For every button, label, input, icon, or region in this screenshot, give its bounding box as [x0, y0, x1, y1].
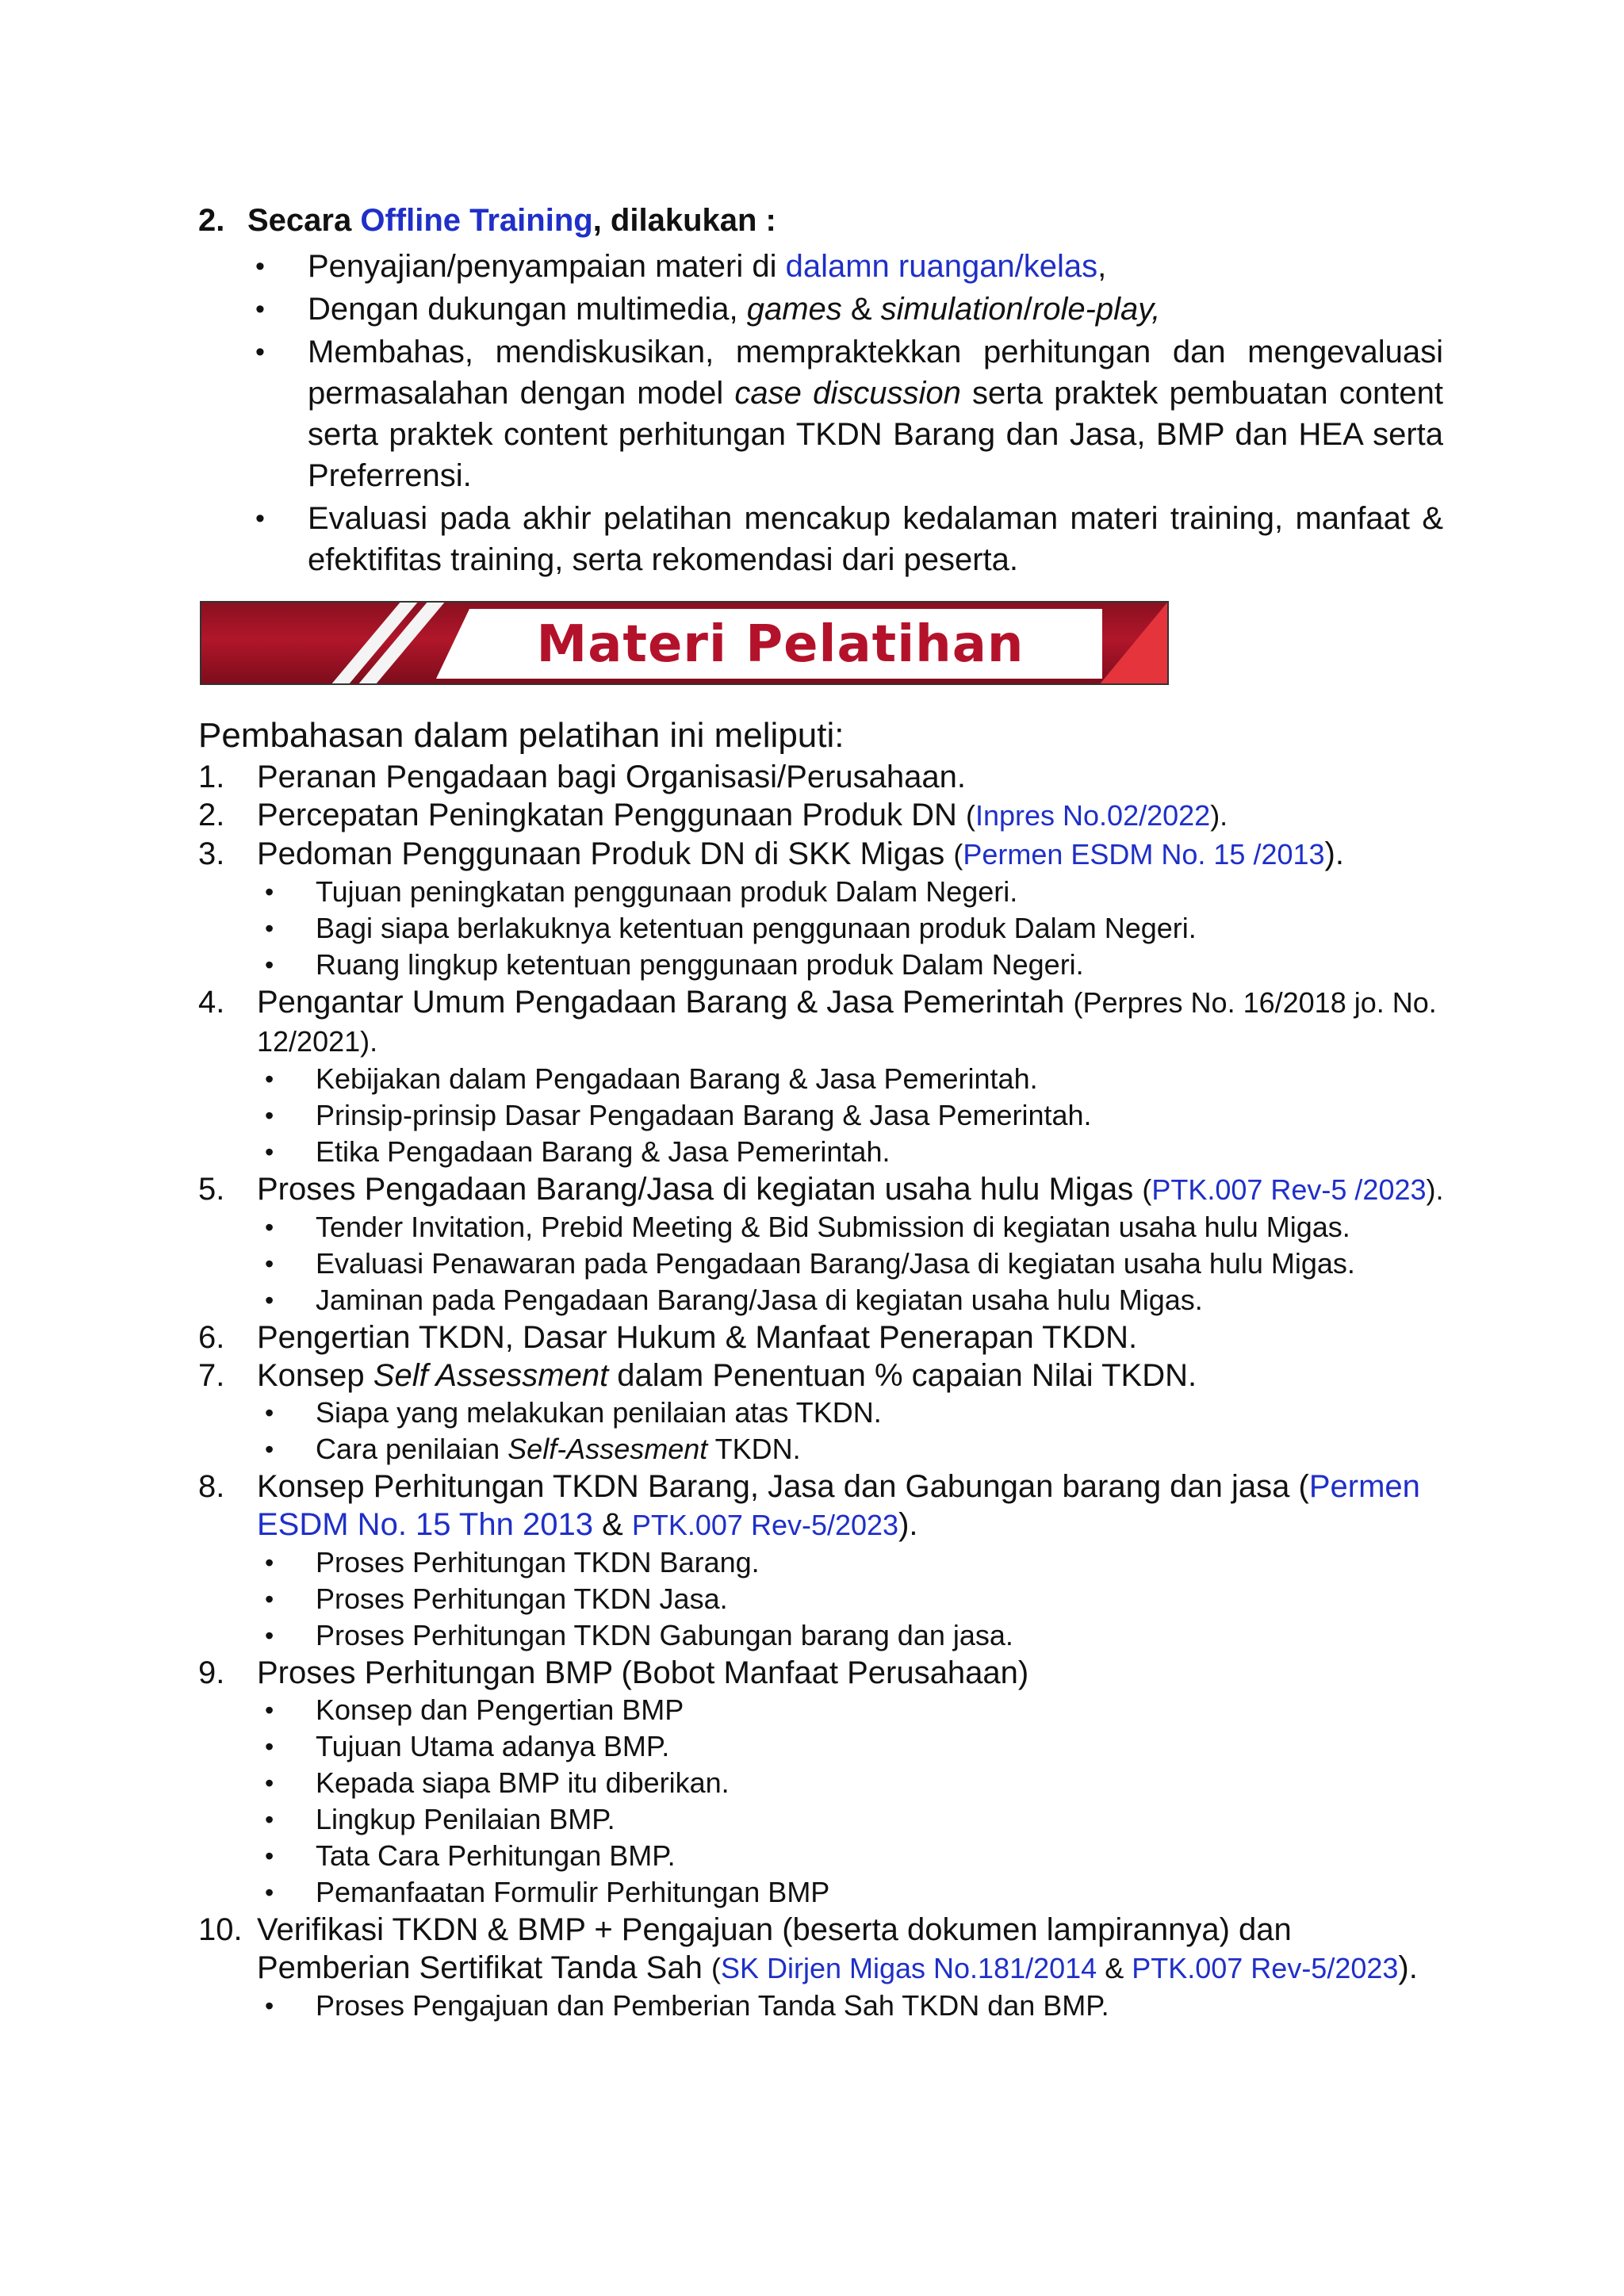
text-run: simulation: [880, 292, 1024, 327]
sub-item: [257, 1282, 1451, 1318]
text-run: /: [1023, 292, 1032, 327]
materi-item: [198, 1170, 1451, 1318]
text-run: Permen ESDM No. 15 /2013: [963, 838, 1325, 871]
item-title: [257, 798, 1228, 832]
item-number: 4.: [198, 985, 225, 1020]
text-run: Verifikasi TKDN & BMP + Pengajuan (beserta dokumen lampirannya) dan Pemberian Sertifikat Tanda Sah: [257, 1912, 1292, 1985]
text-run: Penyajian/penyampaian materi di: [308, 249, 786, 284]
sub-item-text: Tujuan peningkatan penggunaan produk Dalam Negeri.: [316, 875, 1018, 908]
banner-corner: [1099, 603, 1167, 685]
bullet-icon: •: [265, 1842, 274, 1870]
text-run: (: [1142, 1173, 1152, 1206]
sub-item-text: Jaminan pada Pengadaan Barang/Jasa di kegiatan usaha hulu Migas.: [316, 1284, 1203, 1316]
text-run: (Perpres No. 16/2018 jo. No. 12/2021).: [257, 986, 1437, 1058]
sub-item: [257, 1874, 1451, 1911]
sub-item-text: Kebijakan dalam Pengadaan Barang & Jasa Pemerintah.: [316, 1062, 1038, 1095]
text-run: PTK.007 Rev-5/2023: [1132, 1952, 1399, 1984]
text-run: Dengan dukungan multimedia,: [308, 292, 747, 327]
item-number: 1.: [198, 760, 225, 794]
materi-item: [198, 835, 1451, 983]
text-run: Percepatan Peningkatan Penggunaan Produk DN: [257, 798, 966, 832]
offline-training-section: [198, 198, 1443, 582]
item-title: [257, 1358, 1197, 1393]
sub-item-text: Tujuan Utama adanya BMP.: [316, 1730, 670, 1762]
bullet-icon: •: [255, 503, 265, 534]
text-run: Pengertian TKDN, Dasar Hukum & Manfaat Penerapan TKDN.: [257, 1320, 1138, 1355]
sub-item-text: Proses Perhitungan TKDN Gabungan barang dan jasa.: [316, 1619, 1013, 1651]
item-title: [257, 1469, 1420, 1542]
sub-item-text: Konsep dan Pengertian BMP: [316, 1693, 684, 1726]
materi-item: [198, 1318, 1451, 1357]
bullet-icon: •: [255, 251, 265, 281]
bullet-icon: •: [265, 1769, 274, 1797]
text-run: Konsep: [257, 1358, 373, 1393]
sub-item: [257, 1801, 1451, 1838]
section-number: 2.: [198, 203, 225, 238]
sub-item: [257, 1134, 1451, 1170]
text-run: PTK.007 Rev-5 /2023: [1151, 1173, 1427, 1206]
sub-item-text: Kepada siapa BMP itu diberikan.: [316, 1766, 730, 1799]
bullet-icon: •: [265, 1065, 274, 1093]
intro-text: Pembahasan dalam pelatihan ini meliputi:: [198, 716, 845, 755]
bullet-item: [198, 246, 1443, 287]
banner-title: Materi Pelatihan: [536, 615, 1025, 674]
text-run: Proses Perhitungan BMP (Bobot Manfaat Perusahaan): [257, 1655, 1029, 1690]
text-run: &: [592, 1507, 632, 1542]
item-title: [257, 1320, 1137, 1355]
sub-item: [257, 1728, 1451, 1765]
item-number: 5.: [198, 1172, 225, 1207]
text-run: Konsep Perhitungan TKDN Barang, Jasa dan Gabungan barang dan jasa (: [257, 1469, 1309, 1504]
materi-item: [198, 983, 1451, 1170]
bullet-icon: •: [265, 1621, 274, 1650]
item-title: [257, 760, 966, 794]
heading-prefix: Secara: [247, 203, 361, 238]
text-run: Peranan Pengadaan bagi Organisasi/Perusahaan.: [257, 760, 966, 794]
item-title: [257, 985, 1437, 1058]
bullet-icon: •: [265, 1548, 274, 1577]
text-run: case discussion: [734, 376, 961, 411]
text-run: Pengantar Umum Pengadaan Barang & Jasa Pemerintah: [257, 985, 1074, 1020]
sub-item: [257, 1209, 1451, 1246]
bullet-icon: •: [265, 1213, 274, 1242]
text-run: ).: [1426, 1173, 1444, 1206]
text-run: games: [746, 292, 842, 327]
text-run: (: [965, 799, 975, 832]
materi-item: [198, 1468, 1451, 1654]
text-run: Evaluasi pada akhir pelatihan mencakup kedalaman materi training, manfaat & efektifitas training, serta rekomendasi dari peserta.: [308, 501, 1443, 577]
item-number: 9.: [198, 1655, 225, 1690]
text-run: ).: [898, 1507, 918, 1542]
sub-item-text: Bagi siapa berlakuknya ketentuan penggunaan produk Dalam Negeri.: [316, 912, 1197, 944]
bullet-icon: •: [265, 1435, 274, 1464]
sub-item: [257, 1431, 1451, 1468]
sub-item-text: Cara penilaian Self-Assesment TKDN.: [316, 1433, 801, 1465]
sub-list: [257, 1061, 1451, 1170]
sub-item-text: Lingkup Penilaian BMP.: [316, 1803, 615, 1835]
text-run: Proses Pengadaan Barang/Jasa di kegiatan usaha hulu Migas: [257, 1172, 1143, 1207]
text-run: Pedoman Penggunaan Produk DN di SKK Migas: [257, 836, 954, 871]
sub-item-text: Tata Cara Perhitungan BMP.: [316, 1839, 676, 1872]
sub-item-text: Prinsip-prinsip Dasar Pengadaan Barang & Jasa Pemerintah.: [316, 1099, 1092, 1131]
text-run: SK Dirjen Migas No.181/2014: [720, 1952, 1097, 1984]
heading-suffix: , dilakukan :: [592, 203, 776, 238]
sub-item: [257, 1617, 1451, 1654]
item-title: [257, 1172, 1444, 1207]
text-run: ).: [1210, 799, 1228, 832]
sub-item-text: Siapa yang melakukan penilaian atas TKDN.: [316, 1396, 882, 1429]
bullet-icon: •: [255, 294, 265, 324]
sub-item-text: Proses Perhitungan TKDN Barang.: [316, 1546, 760, 1578]
bullet-icon: •: [265, 1805, 274, 1834]
bullet-icon: •: [265, 1249, 274, 1278]
sub-item: [257, 1692, 1451, 1728]
sub-list: [257, 1692, 1451, 1911]
materi-item: [198, 1654, 1451, 1911]
item-number: 6.: [198, 1320, 225, 1355]
sub-item-text: Evaluasi Penawaran pada Pengadaan Barang/Jasa di kegiatan usaha hulu Migas.: [316, 1247, 1355, 1280]
offline-training-heading: [198, 198, 1443, 243]
bullet-icon: •: [265, 914, 274, 943]
bullet-item: [198, 289, 1443, 330]
bullet-icon: •: [265, 1399, 274, 1427]
materi-pelatihan-banner: [200, 601, 1169, 685]
item-number: 3.: [198, 836, 225, 871]
sub-item: [257, 947, 1451, 983]
text-run: Membahas, mendiskusikan, mempraktekkan perhitungan dan mengevaluasi permasalahan dengan model: [308, 335, 1443, 411]
text-run: role-play,: [1032, 292, 1161, 327]
item-number: 8.: [198, 1469, 225, 1504]
sub-item: [257, 1581, 1451, 1617]
sub-item: [257, 874, 1451, 910]
sub-list: [257, 1209, 1451, 1318]
sub-item: [257, 910, 1451, 947]
bullet-icon: •: [265, 1992, 274, 2020]
materi-item: [198, 796, 1451, 835]
sub-item: [257, 1544, 1451, 1581]
bullet-icon: •: [265, 1585, 274, 1613]
bullet-item: [198, 331, 1443, 496]
text-run: serta praktek pembuatan content serta praktek content perhitungan TKDN Barang dan Jasa, BMP dan HEA serta Preferrensi.: [308, 376, 1443, 493]
heading-highlight: Offline Training: [360, 203, 593, 238]
item-number: 10.: [198, 1912, 243, 1947]
bullet-icon: •: [255, 337, 265, 367]
text-run: (: [710, 1952, 721, 1984]
bullet-item: [198, 498, 1443, 580]
bullet-icon: •: [265, 1101, 274, 1130]
text-run: &: [841, 292, 881, 327]
text-run: dalam Penentuan % capaian Nilai TKDN.: [608, 1358, 1197, 1393]
text-run: ).: [1324, 836, 1344, 871]
item-title: [257, 1655, 1028, 1690]
sub-item: [257, 1765, 1451, 1801]
item-number: 2.: [198, 798, 225, 832]
sub-list: [257, 1988, 1451, 2024]
offline-training-bullets: [198, 246, 1443, 580]
sub-item: [257, 1988, 1451, 2024]
sub-item: [257, 1838, 1451, 1874]
materi-list: [198, 758, 1451, 2024]
text-run: Self Assessment: [373, 1358, 609, 1393]
sub-item: [257, 1097, 1451, 1134]
item-title: [257, 1912, 1418, 1985]
bullet-icon: •: [265, 1696, 274, 1724]
sub-item-text: Proses Perhitungan TKDN Jasa.: [316, 1582, 728, 1615]
text-run: Inpres No.02/2022: [975, 799, 1211, 832]
sub-item: [257, 1061, 1451, 1097]
materi-item: [198, 1911, 1451, 2024]
text-run: ,: [1097, 249, 1107, 284]
bullet-icon: •: [265, 951, 274, 979]
sub-item-text: Proses Pengajuan dan Pemberian Tanda Sah TKDN dan BMP.: [316, 1989, 1109, 2022]
bullet-icon: •: [265, 1732, 274, 1761]
sub-list: [257, 1544, 1451, 1654]
item-title: [257, 836, 1344, 871]
materi-item: [198, 758, 1451, 796]
sub-list: [257, 874, 1451, 983]
text-run: dalamn ruangan/kelas: [785, 249, 1098, 284]
bullet-icon: •: [265, 1878, 274, 1907]
text-run: Permen ESDM No. 15 Thn 2013: [257, 1469, 1420, 1542]
sub-item-text: Tender Invitation, Prebid Meeting & Bid Submission di kegiatan usaha hulu Migas.: [316, 1211, 1350, 1243]
bullet-icon: •: [265, 1286, 274, 1314]
sub-list: [257, 1395, 1451, 1468]
text-run: ).: [1398, 1950, 1418, 1985]
sub-item-text: Etika Pengadaan Barang & Jasa Pemerintah.: [316, 1135, 891, 1168]
sub-item: [257, 1246, 1451, 1282]
text-run: PTK.007 Rev-5/2023: [631, 1509, 899, 1541]
bullet-icon: •: [265, 1138, 274, 1166]
sub-item-text: Ruang lingkup ketentuan penggunaan produk Dalam Negeri.: [316, 948, 1084, 981]
text-run: (: [953, 838, 963, 871]
text-run: &: [1097, 1952, 1132, 1984]
item-number: 7.: [198, 1358, 225, 1393]
sub-item: [257, 1395, 1451, 1431]
bullet-icon: •: [265, 878, 274, 906]
sub-item-text: Pemanfaatan Formulir Perhitungan BMP: [316, 1876, 830, 1908]
materi-item: [198, 1357, 1451, 1468]
